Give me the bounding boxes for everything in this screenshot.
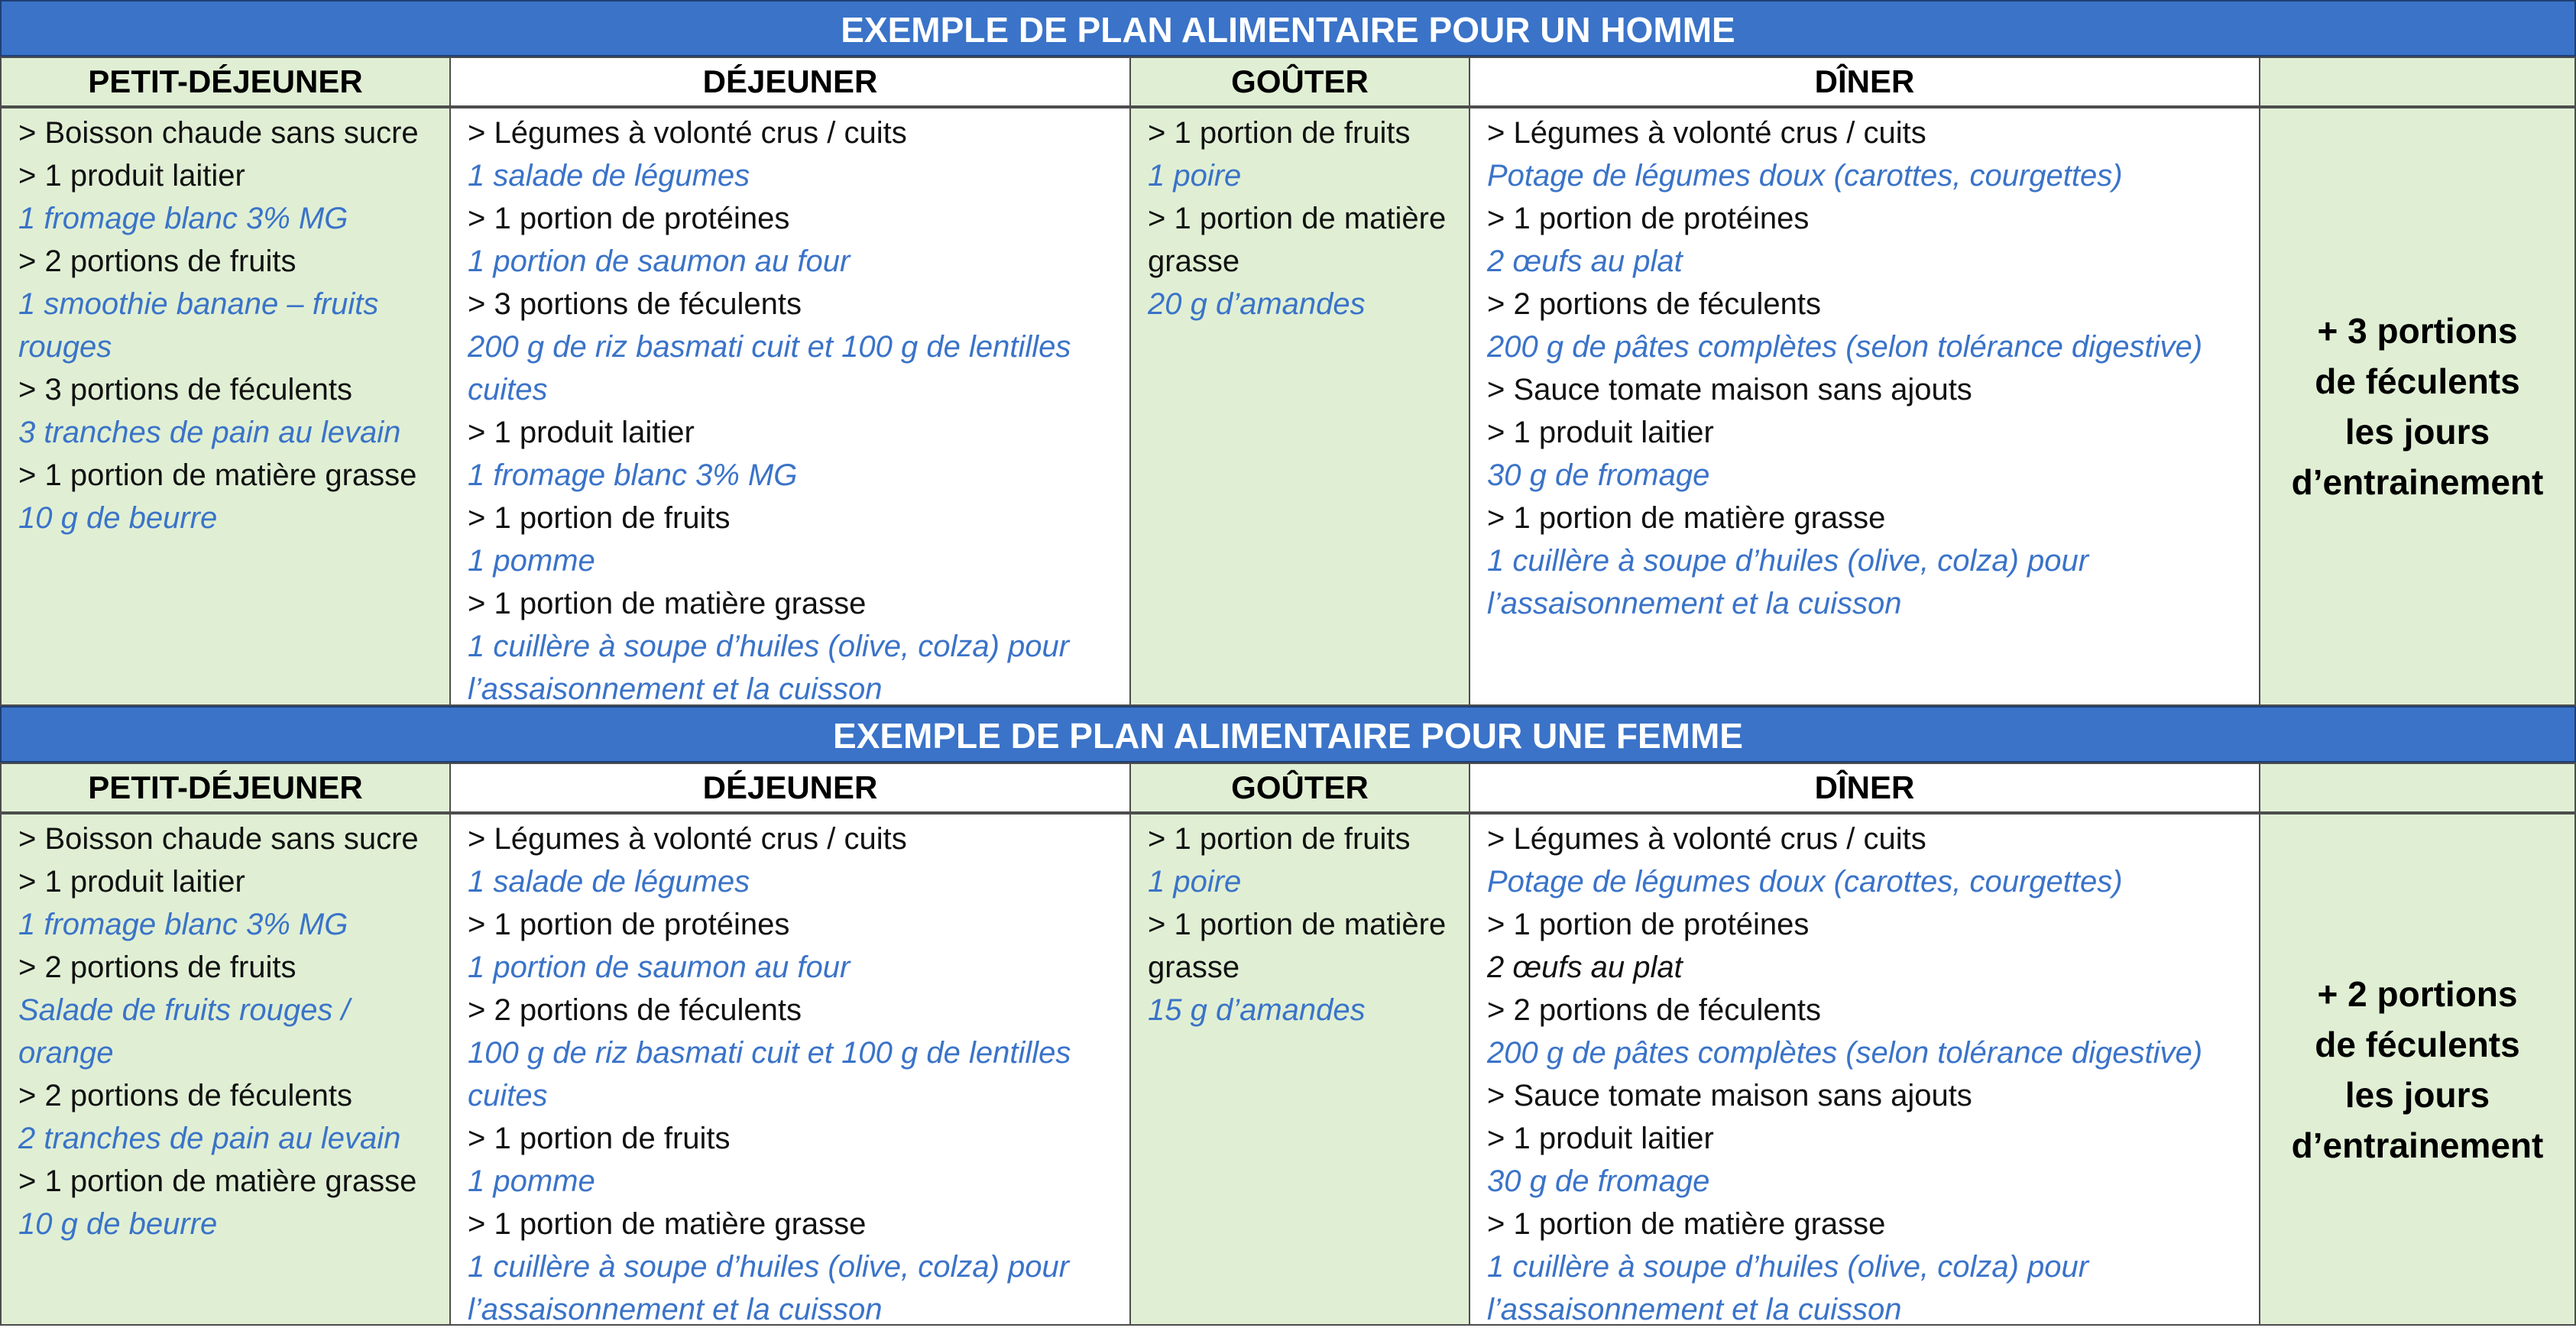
diner-list xyxy=(1469,107,2260,706)
meal-example-line: 30 g de fromage xyxy=(1487,458,1710,492)
header-gouter: GOÛTER xyxy=(1129,57,1470,107)
meal-category-line: > 1 portion de fruits xyxy=(468,1122,731,1155)
diner-list xyxy=(1469,813,2260,1326)
meal-category-line: > 2 portions de fruits xyxy=(18,245,296,278)
meal-category-line: > 1 portion de matière grasse xyxy=(468,587,867,620)
dejeuner-list xyxy=(449,107,1131,706)
meal-example-line: 1 salade de légumes xyxy=(468,865,750,899)
meal-category-line: > 1 portion de fruits xyxy=(1148,116,1411,150)
meal-category-line: > 2 portions de féculents xyxy=(18,1079,352,1112)
meal-example-line: 1 cuillère à soupe d’huiles (olive, colza) pour l’assaisonnement et la cuisson xyxy=(468,630,1070,706)
meal-category-line: > Légumes à volonté crus / cuits xyxy=(1487,822,1926,856)
training-note-text: + 2 portions de féculents les jours d’entrainement xyxy=(2291,973,2544,1165)
meal-example-line: 10 g de beurre xyxy=(18,1207,218,1241)
plan-title: EXEMPLE DE PLAN ALIMENTAIRE POUR UN HOMME xyxy=(0,0,2576,57)
meal-category-line: > 2 portions de féculents xyxy=(1487,993,1821,1027)
meal-example-line: 100 g de riz basmati cuit et 100 g de lentilles cuites xyxy=(468,1036,1071,1112)
meal-example-line: 1 pomme xyxy=(468,1164,595,1198)
meal-category-line: > 3 portions de féculents xyxy=(468,287,802,321)
meal-example-line: 1 pomme xyxy=(468,544,595,578)
plan-title: EXEMPLE DE PLAN ALIMENTAIRE POUR UNE FEMME xyxy=(0,706,2576,763)
gouter-list xyxy=(1129,813,1470,1326)
meal-example-line: 1 cuillère à soupe d’huiles (olive, colza) pour l’assaisonnement et la cuisson xyxy=(468,1250,1070,1326)
meal-category-line: > Sauce tomate maison sans ajouts xyxy=(1487,373,1972,406)
header-diner: DÎNER xyxy=(1469,763,2260,813)
meal-category-line: > 1 portion de matière grasse xyxy=(1487,501,1886,535)
meal-example-line: 1 fromage blanc 3% MG xyxy=(18,202,348,235)
meal-category-line: > 2 portions de féculents xyxy=(1487,287,1821,321)
dejeuner-list xyxy=(449,813,1131,1326)
meal-example-line: 1 portion de saumon au four xyxy=(468,950,851,984)
header-dejeuner: DÉJEUNER xyxy=(449,763,1131,813)
meal-category-line: > 1 portion de matière grasse xyxy=(18,458,417,492)
petit-dejeuner-list xyxy=(0,813,451,1326)
meal-example-line: 1 portion de saumon au four xyxy=(468,245,851,278)
meal-example-line: 1 smoothie banane – fruits rouges xyxy=(18,287,379,364)
meal-category-line: > 1 produit laitier xyxy=(1487,1122,1714,1155)
meal-example-line: 1 fromage blanc 3% MG xyxy=(18,908,348,941)
meal-category-line: > 1 portion de fruits xyxy=(468,501,731,535)
petit-dejeuner-list xyxy=(0,107,451,706)
meal-example-line: 200 g de pâtes complètes (selon tolérance digestive) xyxy=(1487,330,2203,364)
meal-example-line: Potage de légumes doux (carottes, courgettes) xyxy=(1487,865,2123,899)
meal-example-line: 30 g de fromage xyxy=(1487,1164,1710,1198)
meal-category-line: > Légumes à volonté crus / cuits xyxy=(468,116,907,150)
meal-category-line: > 2 portions de féculents xyxy=(468,993,802,1027)
meal-category-line: > 1 portion de fruits xyxy=(1148,822,1411,856)
meal-category-line: > 1 produit laitier xyxy=(1487,416,1714,449)
header-note xyxy=(2259,763,2576,813)
meal-example-line: 3 tranches de pain au levain xyxy=(18,416,401,449)
training-note xyxy=(2259,107,2576,706)
meal-example-line: 1 fromage blanc 3% MG xyxy=(468,458,798,492)
meal-category-line: > 1 portion de matière grasse xyxy=(1148,202,1447,278)
meal-example-line: 15 g d’amandes xyxy=(1148,993,1366,1027)
meal-category-line: > 1 produit laitier xyxy=(18,865,245,899)
meal-category-line: > 1 portion de matière grasse xyxy=(468,1207,867,1241)
header-petit-dejeuner: PETIT-DÉJEUNER xyxy=(0,763,451,813)
meal-example-line: 1 poire xyxy=(1148,865,1242,899)
meal-category-line: > Légumes à volonté crus / cuits xyxy=(1487,116,1926,150)
header-gouter: GOÛTER xyxy=(1129,763,1470,813)
meal-category-line: > Sauce tomate maison sans ajouts xyxy=(1487,1079,1972,1112)
meal-example-line: 1 salade de légumes xyxy=(468,159,750,193)
meal-example-line: Salade de fruits rouges / orange xyxy=(18,993,350,1070)
training-note-text: + 3 portions de féculents les jours d’entrainement xyxy=(2291,311,2544,502)
meal-example-line: 2 œufs au plat xyxy=(1487,245,1683,278)
meal-category-line: > 1 portion de matière grasse xyxy=(1148,908,1447,984)
meal-example-line: 10 g de beurre xyxy=(18,501,218,535)
training-note xyxy=(2259,813,2576,1326)
meal-category-line: > 1 portion de matière grasse xyxy=(18,1164,417,1198)
meal-example-line: 1 cuillère à soupe d’huiles (olive, colza) pour l’assaisonnement et la cuisson xyxy=(1487,1250,2089,1326)
meal-example-line: Potage de légumes doux (carottes, courgettes) xyxy=(1487,159,2123,193)
meal-category-line: > 1 portion de protéines xyxy=(468,908,790,941)
header-note xyxy=(2259,57,2576,107)
meal-category-line: > 1 portion de protéines xyxy=(1487,202,1810,235)
meal-category-line: > 1 produit laitier xyxy=(468,416,695,449)
meal-example-line: 2 œufs au plat xyxy=(1487,950,1683,984)
meal-category-line: > 1 portion de matière grasse xyxy=(1487,1207,1886,1241)
meal-category-line: > Légumes à volonté crus / cuits xyxy=(468,822,907,856)
meal-example-line: 200 g de riz basmati cuit et 100 g de lentilles cuites xyxy=(468,330,1071,406)
meal-example-line: 1 cuillère à soupe d’huiles (olive, colza) pour l’assaisonnement et la cuisson xyxy=(1487,544,2089,620)
meal-category-line: > Boisson chaude sans sucre xyxy=(18,116,419,150)
header-dejeuner: DÉJEUNER xyxy=(449,57,1131,107)
meal-example-line: 1 poire xyxy=(1148,159,1242,193)
plan-femme xyxy=(0,706,2576,1326)
meal-category-line: > 1 produit laitier xyxy=(18,159,245,193)
meal-example-line: 200 g de pâtes complètes (selon tolérance digestive) xyxy=(1487,1036,2203,1070)
gouter-list xyxy=(1129,107,1470,706)
meal-example-line: 2 tranches de pain au levain xyxy=(18,1122,401,1155)
header-diner: DÎNER xyxy=(1469,57,2260,107)
meal-category-line: > 1 portion de protéines xyxy=(468,202,790,235)
meal-category-line: > 3 portions de féculents xyxy=(18,373,352,406)
meal-category-line: > Boisson chaude sans sucre xyxy=(18,822,419,856)
meal-example-line: 20 g d’amandes xyxy=(1148,287,1366,321)
meal-category-line: > 2 portions de fruits xyxy=(18,950,296,984)
header-petit-dejeuner: PETIT-DÉJEUNER xyxy=(0,57,451,107)
meal-category-line: > 1 portion de protéines xyxy=(1487,908,1810,941)
